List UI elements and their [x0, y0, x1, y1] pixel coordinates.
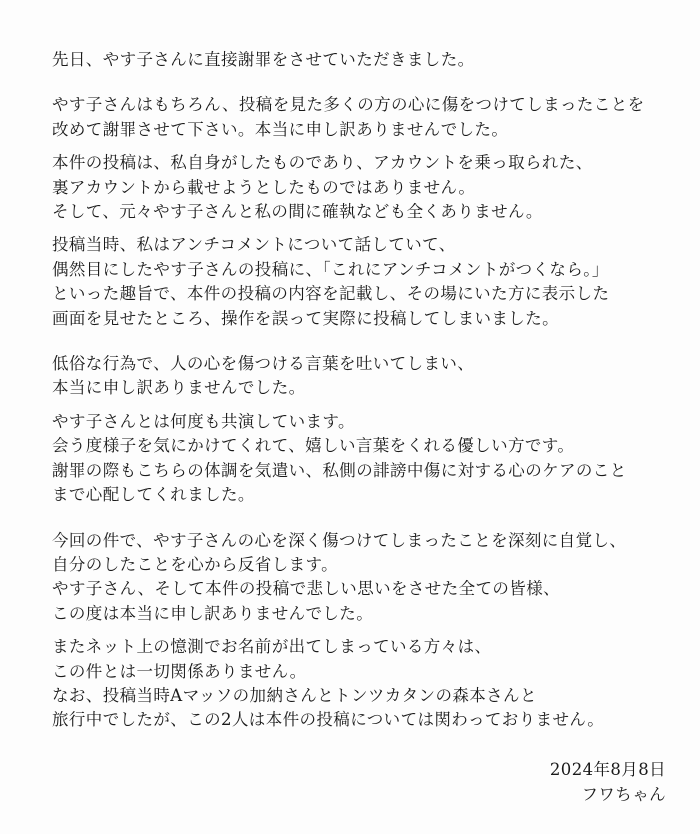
- text-line: 自分のしたことを心から反省します。: [52, 554, 338, 574]
- text-line: 本件の投稿は、私自身がしたものであり、アカウントを乗っ取られた、: [52, 153, 593, 173]
- paragraph-3: [52, 151, 682, 224]
- text-line: 低俗な行為で、人の心を傷つける言葉を吐いてしまい、: [52, 354, 475, 374]
- text-line: この件とは一切関係ありません。: [52, 661, 307, 681]
- text-line: やす子さんはもちろん、投稿を見た多くの方の心に傷をつけてしまったことを: [52, 95, 645, 115]
- paragraph-2: [52, 93, 682, 142]
- text-line: この度は本当に申し訳ありませんでした。: [52, 603, 374, 623]
- signature-block: [550, 757, 666, 807]
- text-line: 裏アカウントから載せようとしたものではありません。: [52, 177, 476, 197]
- text-line: またネット上の憶測でお名前が出てしまっている方々は、: [52, 637, 492, 657]
- text-line: 旅行中でしたが、この2人は本件の投稿については関わっておりません。: [52, 710, 605, 730]
- signature-date: 2024年8月8日: [549, 760, 666, 779]
- paragraph-8: [52, 635, 682, 733]
- text-line: そして、元々やす子さんと私の間に確執なども全くありません。: [52, 202, 543, 222]
- paragraph-7: [52, 529, 682, 627]
- text-line: 投稿当時、私はアンチコメントについて話していて、: [52, 235, 456, 255]
- paragraph-5: [52, 352, 682, 401]
- text-line: 本当に申し訳ありませんでした。: [52, 378, 306, 398]
- signature-name: フワちゃん: [581, 785, 666, 804]
- text-line: やす子さん、そして本件の投稿で悲しい思いをさせた全ての皆様、: [52, 579, 560, 599]
- text-line: 改めて謝罪させて下さい。本当に申し訳ありませんでした。: [52, 119, 509, 139]
- statement-body: [52, 48, 682, 733]
- text-line: 今回の件で、やす子さんの心を深く傷つけてしまったことを深刻に自覚し、: [52, 530, 627, 550]
- text-line: なお、投稿当時Aマッソの加納さんとトンツカタンの森本さんと: [52, 685, 537, 705]
- text-line: 謝罪の際もこちらの体調を気遣い、私側の誹謗中傷に対する心のケアのこと: [52, 460, 627, 480]
- paragraph-4: [52, 233, 682, 331]
- text-line: といった趣旨で、本件の投稿の内容を記載し、その場にいた方に表示した: [52, 284, 610, 304]
- paragraph-6: [52, 410, 682, 508]
- paragraph-1: [52, 48, 682, 72]
- text-line: 画面を見せたところ、操作を誤って実際に投稿してしまいました。: [52, 308, 559, 328]
- text-line: まで心配してくれました。: [52, 485, 255, 505]
- text-line: 会う度様子を気にかけてくれて、嬉しい言葉をくれる優しい方です。: [52, 436, 575, 456]
- text-line: 先日、やす子さんに直接謝罪をさせていただきました。: [52, 50, 475, 69]
- text-line: やす子さんとは何度も共演しています。: [52, 411, 355, 431]
- text-line: 偶然目にしたやす子さんの投稿に、「これにアンチコメントがつくなら。」: [52, 259, 609, 279]
